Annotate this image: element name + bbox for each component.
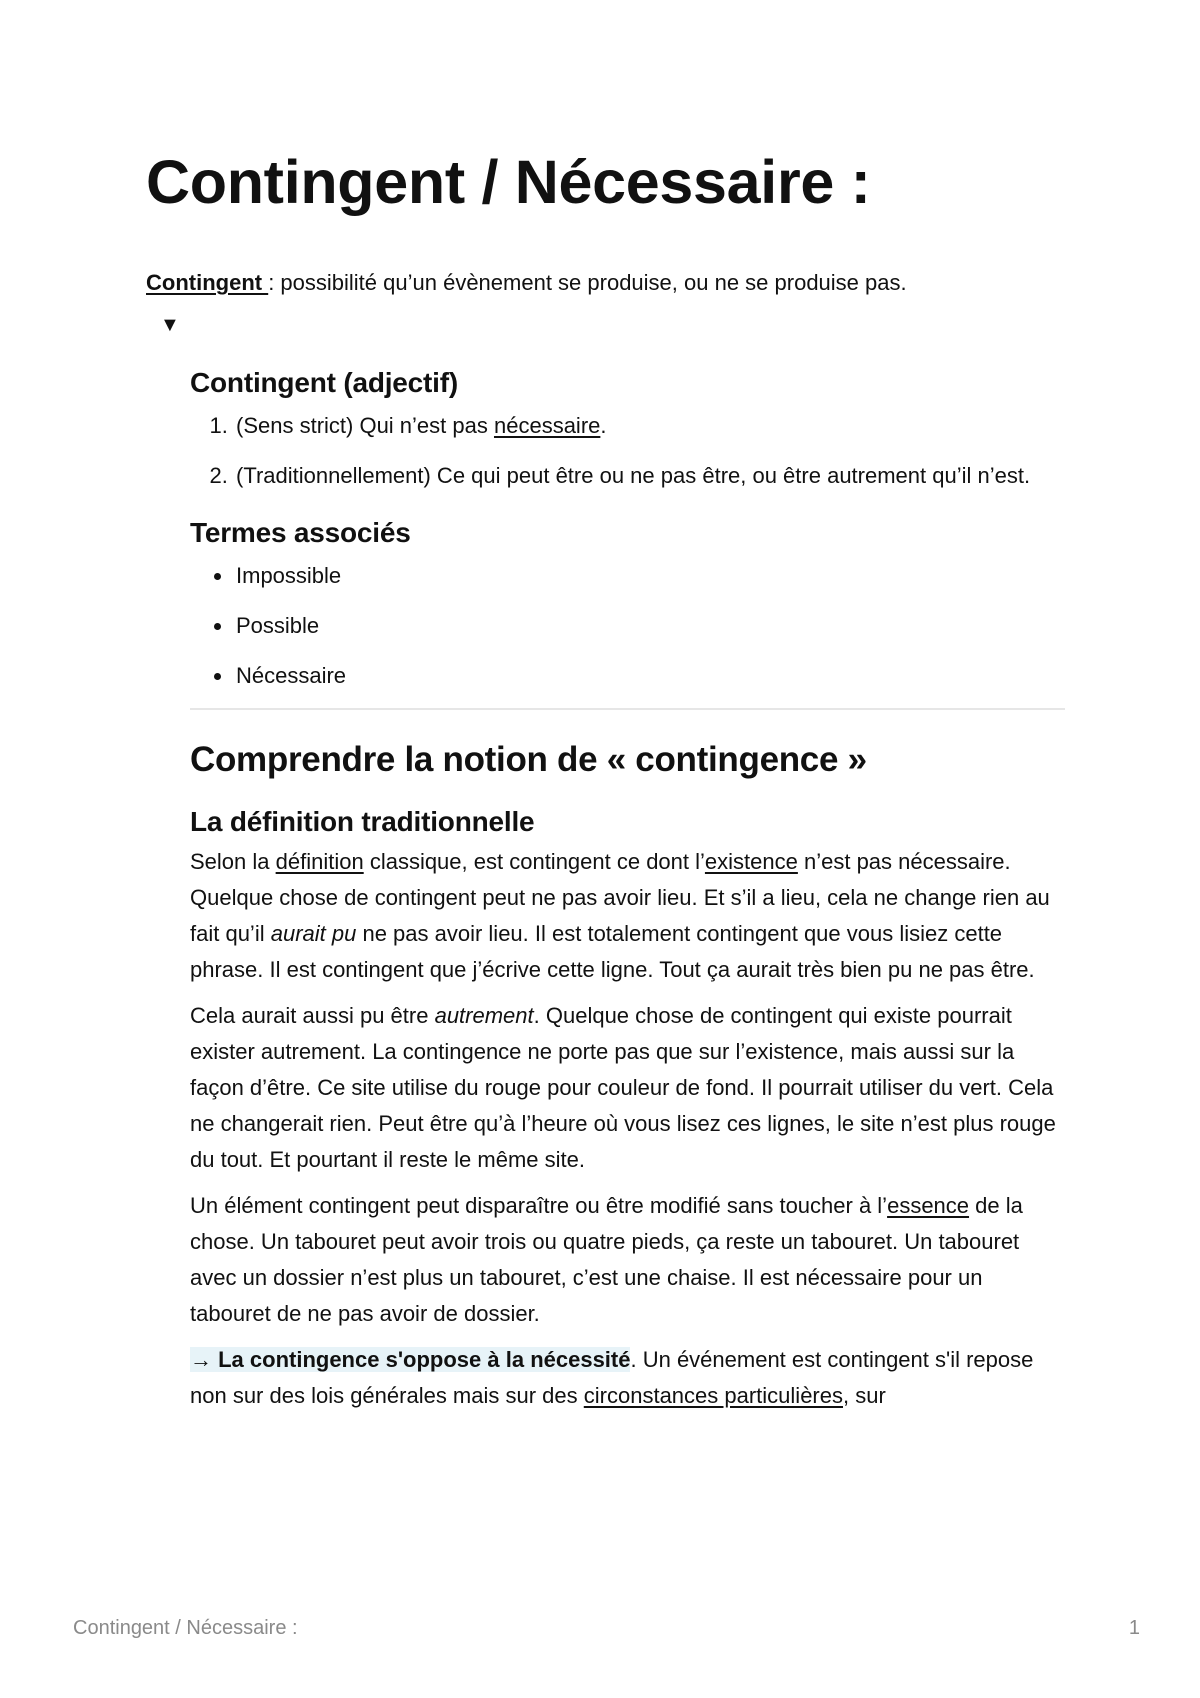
list-item-text: (Traditionnellement) Ce qui peut être ou ne pas être, ou être autrement qu’il n’est. xyxy=(236,463,1031,488)
list-item: • Possible xyxy=(234,608,1065,644)
section-subheading: La définition traditionnelle xyxy=(190,806,535,837)
toggle-content xyxy=(190,358,1065,1424)
text: n’est pas nécessaire. Quelque chose de contingent peut ne pas avoir lieu. Et s’il a lieu, cela ne change rien au fait qu’il xyxy=(190,849,1050,946)
heading-adjectif: Contingent (adjectif) xyxy=(190,367,458,398)
emphasis: aurait pu xyxy=(270,921,357,946)
text: . Un événement est contingent s'il repose non sur des lois générales mais sur des xyxy=(190,1347,1034,1408)
text: Un élément contingent peut disparaître ou être modifié sans toucher à l’ xyxy=(190,1193,888,1218)
list-item: • Nécessaire xyxy=(234,658,1065,694)
list-item: • Impossible xyxy=(234,558,1065,594)
text: ne pas avoir lieu. Il est totalement contingent que vous lisiez cette phrase. Il est contingent que j’écrive cette ligne. Tout ça aurait très bien pu ne pas être. xyxy=(190,921,1035,982)
associes-list xyxy=(190,558,1065,694)
toggle-triangle-icon[interactable]: ▼ xyxy=(160,314,180,336)
intro-definition-text: : possibilité qu’un évènement se produise, ou ne se produise pas. xyxy=(268,270,907,295)
heading-termes-associes: Termes associés xyxy=(190,517,411,548)
link-necessaire[interactable]: nécessaire xyxy=(493,413,601,438)
footer-title: Contingent / Nécessaire : xyxy=(73,1617,298,1639)
page-number: 1 xyxy=(1128,1617,1140,1639)
link-circonstances-particulieres[interactable]: circonstances particulières xyxy=(583,1383,843,1408)
paragraph-2 xyxy=(190,998,1065,1178)
text: classique, est contingent ce dont l’ xyxy=(363,849,705,874)
paragraph-3 xyxy=(190,1188,1065,1332)
intro-term-link[interactable]: Contingent xyxy=(146,270,269,295)
divider xyxy=(190,708,1065,710)
text: Selon la xyxy=(190,849,276,874)
page-title: Contingent / Nécessaire : xyxy=(146,148,871,216)
text: de la chose. Un tabouret peut avoir trois ou quatre pieds, ça reste un tabouret. Un tabouret avec un dossier n’est plus un tabouret, c’est une chaise. Il est nécessaire pour un tabouret de ne pas avoir de dossier. xyxy=(190,1193,1023,1326)
paragraph-4 xyxy=(190,1342,1065,1414)
link-essence[interactable]: essence xyxy=(887,1193,970,1218)
emphasis: autrement xyxy=(434,1003,534,1028)
link-existence[interactable]: existence xyxy=(704,849,798,874)
text: Cela aurait aussi pu être xyxy=(190,1003,435,1028)
text: . Quelque chose de contingent qui existe pourrait exister autrement. La contingence ne porte pas que sur l’existence, mais aussi sur la façon d’être. Ce site utilise du rouge pour couleur de fond. Il pourrait utiliser du vert. Cela ne changerait rien. Peut être qu’à l’heure où vous lisez ces lignes, le site n’est plus rouge du tout. Et pourtant il reste le même site. xyxy=(190,1003,1056,1172)
list-item xyxy=(234,458,1065,494)
paragraph-1 xyxy=(190,844,1065,988)
intro-definition xyxy=(146,268,907,298)
highlight-callout: → La contingence s'oppose à la nécessité xyxy=(190,1347,631,1372)
section-heading: Comprendre la notion de « contingence » xyxy=(190,740,867,779)
adjectif-list xyxy=(190,408,1065,494)
list-item-text: (Sens strict) Qui n’est pas xyxy=(236,413,494,438)
link-definition[interactable]: définition xyxy=(275,849,364,874)
list-item-text: . xyxy=(600,413,607,438)
list-item xyxy=(234,408,1065,444)
text: , sur xyxy=(843,1383,886,1408)
